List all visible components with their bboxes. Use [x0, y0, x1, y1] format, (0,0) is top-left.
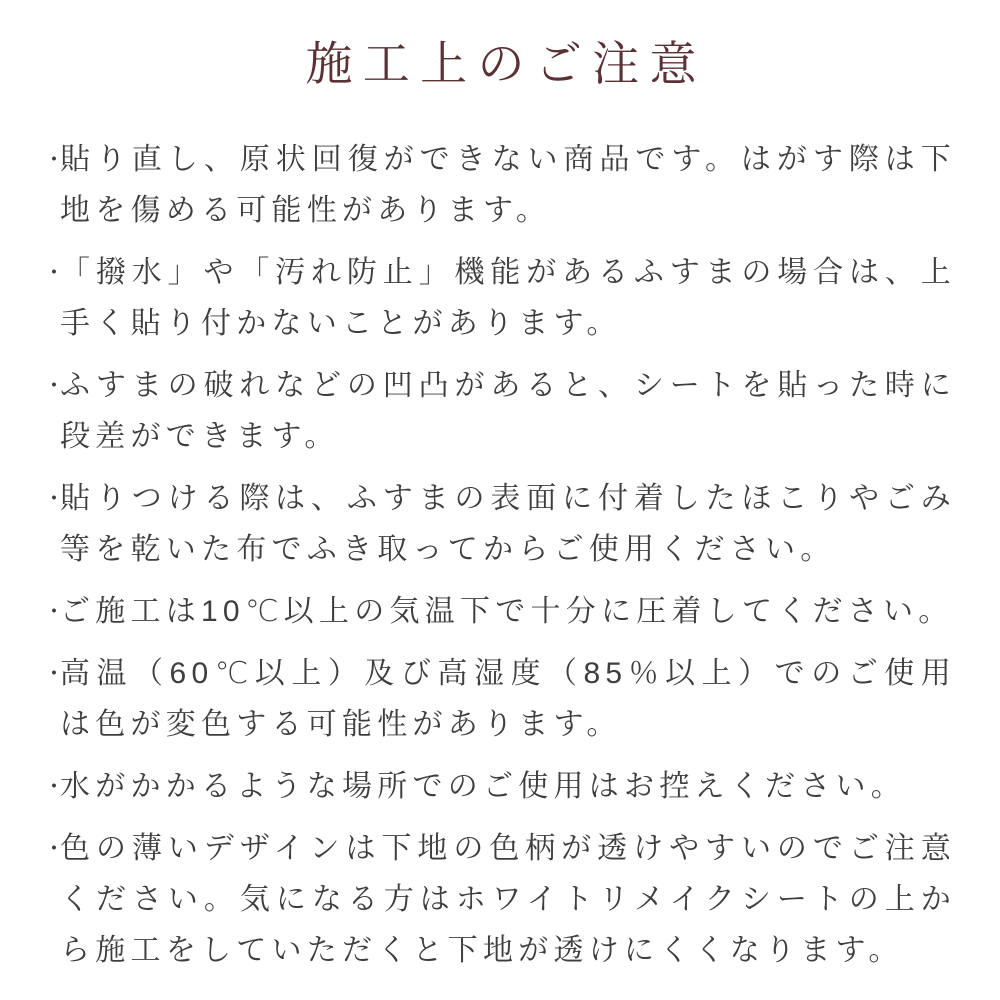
- notice-list: [43, 134, 956, 976]
- bullet-marker: ・: [43, 599, 66, 625]
- notice-text-3: ふすまの破れなどの凹凸があると、シートを貼った時に段差ができます。: [60, 369, 956, 454]
- bullet-marker: ・: [43, 836, 66, 862]
- bullet-marker: ・: [43, 661, 66, 687]
- notice-text-4: 貼りつける際は、ふすまの表面に付着したほこりやごみ等を乾いた布でふき取ってからご使用ください。: [60, 482, 956, 567]
- notice-text-7: 水がかかるような場所でのご使用はお控えください。: [60, 770, 906, 804]
- bullet-marker: ・: [43, 373, 66, 399]
- notice-item-7: [43, 761, 956, 812]
- notice-item-5: [43, 586, 956, 637]
- notice-item-1: [43, 134, 956, 236]
- bullet-marker: ・: [43, 147, 66, 173]
- bullet-marker: ・: [43, 774, 66, 800]
- page-title: 施工上のご注意: [305, 37, 707, 90]
- notice-item-8: [43, 823, 956, 976]
- notice-item-3: [43, 360, 956, 462]
- bullet-marker: ・: [43, 260, 66, 286]
- notice-text-6: 高温（60℃以上）及び高湿度（85％以上）でのご使用は色が変色する可能性があります。: [60, 657, 956, 742]
- notice-text-5: ご施工は10℃以上の気温下で十分に圧着してください。: [60, 595, 954, 629]
- bullet-marker: ・: [43, 486, 66, 512]
- notice-text-1: 貼り直し、原状回復ができない商品です。はがす際は下地を傷める可能性があります。: [60, 143, 956, 228]
- notice-text-2: 「撥水」や「汚れ防止」機能があるふすまの場合は、上手く貼り付かないことがあります。: [60, 256, 956, 341]
- notice-item-2: [43, 247, 956, 349]
- notice-text-8: 色の薄いデザインは下地の色柄が透けやすいのでご注意ください。気になる方はホワイトリメイクシートの上から施工をしていただくと下地が透けにくくなります。: [60, 832, 956, 968]
- notice-item-4: [43, 473, 956, 575]
- notice-item-6: [43, 648, 956, 750]
